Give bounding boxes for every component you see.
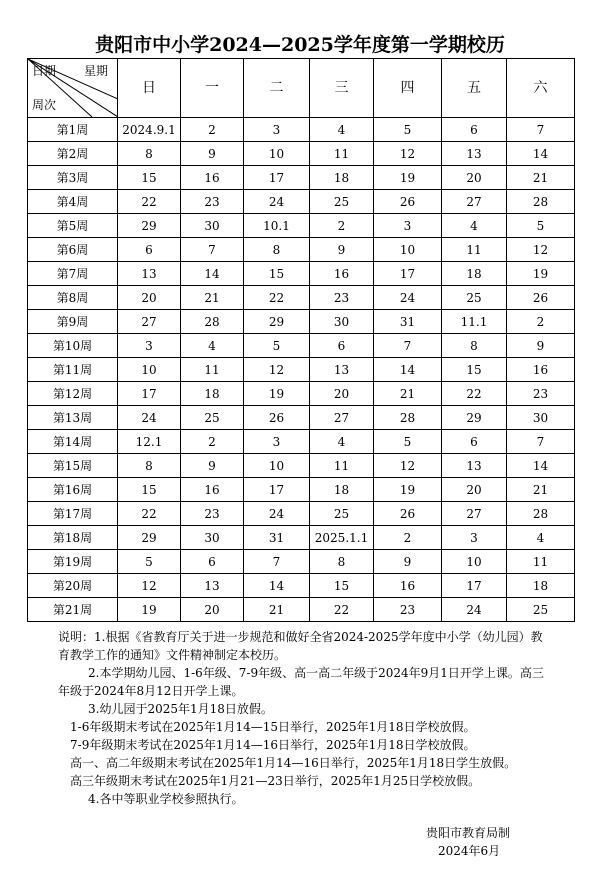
note-line: 2.本学期幼儿园、1-6年级、7-9年级、高一高二年级于2024年9月1日开学上课。高三	[88, 666, 544, 680]
date-cell: 13	[442, 454, 507, 478]
date-cell: 24	[374, 286, 442, 310]
week-label: 第5周	[28, 214, 118, 238]
date-cell: 29	[244, 310, 310, 334]
date-cell: 8	[118, 454, 181, 478]
week-row	[28, 358, 575, 382]
date-cell: 21	[244, 598, 310, 622]
date-cell: 23	[310, 286, 374, 310]
day-header: 四	[374, 59, 442, 118]
date-cell: 19	[118, 598, 181, 622]
week-label: 第2周	[28, 142, 118, 166]
date-cell: 5	[374, 430, 442, 454]
week-row	[28, 406, 575, 430]
date-cell: 30	[181, 214, 244, 238]
week-row	[28, 142, 575, 166]
date-cell: 28	[374, 406, 442, 430]
date-cell: 20	[310, 382, 374, 406]
date-cell: 23	[374, 598, 442, 622]
date-cell: 17	[374, 262, 442, 286]
day-header: 日	[118, 59, 181, 118]
date-cell: 4	[442, 214, 507, 238]
date-cell: 4	[310, 118, 374, 142]
date-cell: 3	[118, 334, 181, 358]
date-cell: 20	[442, 478, 507, 502]
date-cell: 24	[118, 406, 181, 430]
date-cell: 29	[118, 526, 181, 550]
date-cell: 12	[244, 358, 310, 382]
date-cell: 12	[507, 238, 575, 262]
date-cell: 27	[442, 190, 507, 214]
date-cell: 10	[244, 454, 310, 478]
date-cell: 4	[310, 430, 374, 454]
date-cell: 15	[310, 574, 374, 598]
date-cell: 12.1	[118, 430, 181, 454]
week-label: 第6周	[28, 238, 118, 262]
date-cell: 25	[442, 286, 507, 310]
week-row	[28, 502, 575, 526]
date-cell: 21	[507, 478, 575, 502]
date-cell: 16	[181, 478, 244, 502]
date-cell: 25	[181, 406, 244, 430]
date-cell: 6	[442, 118, 507, 142]
date-cell: 28	[181, 310, 244, 334]
week-label: 第3周	[28, 166, 118, 190]
date-cell: 23	[181, 502, 244, 526]
date-cell: 16	[181, 166, 244, 190]
date-cell: 21	[181, 286, 244, 310]
date-cell: 12	[374, 142, 442, 166]
week-row	[28, 238, 575, 262]
date-cell: 13	[181, 574, 244, 598]
day-header: 五	[442, 59, 507, 118]
date-cell: 10	[442, 550, 507, 574]
date-cell: 2	[181, 430, 244, 454]
date-cell: 21	[374, 382, 442, 406]
date-cell: 5	[507, 214, 575, 238]
date-cell: 8	[442, 334, 507, 358]
week-label: 第17周	[28, 502, 118, 526]
corner-weekday-label: 星期	[84, 64, 109, 78]
date-cell: 19	[374, 478, 442, 502]
note-line: 说明：1.根据《省教育厅关于进一步规范和做好全省2024-2025学年度中小学（幼儿园）教	[58, 630, 543, 644]
date-cell: 8	[118, 142, 181, 166]
week-row	[28, 262, 575, 286]
date-cell: 26	[244, 406, 310, 430]
note-line: 1-6年级期末考试在2025年1月14—15日举行，2025年1月18日学校放假。	[70, 720, 476, 734]
week-label: 第7周	[28, 262, 118, 286]
week-label: 第11周	[28, 358, 118, 382]
date-cell: 29	[118, 214, 181, 238]
header-row	[28, 59, 575, 118]
date-cell: 5	[374, 118, 442, 142]
week-label: 第21周	[28, 598, 118, 622]
date-cell: 23	[507, 382, 575, 406]
signature-date: 2024年6月	[438, 844, 501, 858]
date-cell: 7	[244, 550, 310, 574]
date-cell: 11.1	[442, 310, 507, 334]
date-cell: 14	[507, 454, 575, 478]
signature-block	[426, 824, 510, 860]
date-cell: 23	[181, 190, 244, 214]
date-cell: 21	[507, 166, 575, 190]
date-cell: 31	[244, 526, 310, 550]
date-cell: 25	[507, 598, 575, 622]
week-label: 第18周	[28, 526, 118, 550]
date-cell: 28	[507, 502, 575, 526]
week-row	[28, 190, 575, 214]
date-cell: 17	[244, 166, 310, 190]
week-label: 第4周	[28, 190, 118, 214]
date-cell: 15	[118, 166, 181, 190]
date-cell: 7	[507, 118, 575, 142]
date-cell: 17	[118, 382, 181, 406]
week-label: 第20周	[28, 574, 118, 598]
notes-section	[60, 628, 580, 808]
note-line: 高一、高二年级期末考试在2025年1月14—16日举行，2025年1月18日学生放假。	[70, 756, 517, 770]
week-label: 第16周	[28, 478, 118, 502]
date-cell: 9	[310, 238, 374, 262]
week-row	[28, 382, 575, 406]
date-cell: 26	[374, 502, 442, 526]
date-cell: 9	[181, 142, 244, 166]
day-header: 二	[244, 59, 310, 118]
corner-date-label: 日期	[32, 64, 57, 78]
date-cell: 15	[442, 358, 507, 382]
date-cell: 10	[374, 238, 442, 262]
date-cell: 18	[507, 574, 575, 598]
note-line: 育教学工作的通知》文件精神制定本校历。	[58, 648, 287, 662]
date-cell: 22	[442, 382, 507, 406]
date-cell: 3	[374, 214, 442, 238]
signature-org: 贵阳市教育局制	[426, 826, 511, 840]
date-cell: 15	[118, 478, 181, 502]
week-row	[28, 286, 575, 310]
date-cell: 2025.1.1	[310, 526, 374, 550]
date-cell: 4	[181, 334, 244, 358]
corner-week-label: 周次	[32, 98, 57, 112]
week-row	[28, 526, 575, 550]
date-cell: 18	[442, 262, 507, 286]
date-cell: 24	[442, 598, 507, 622]
week-row	[28, 598, 575, 622]
date-cell: 3	[244, 118, 310, 142]
date-cell: 9	[507, 334, 575, 358]
week-label: 第9周	[28, 310, 118, 334]
date-cell: 19	[244, 382, 310, 406]
date-cell: 25	[310, 502, 374, 526]
date-cell: 18	[310, 478, 374, 502]
day-header: 一	[181, 59, 244, 118]
date-cell: 17	[442, 574, 507, 598]
week-label: 第8周	[28, 286, 118, 310]
date-cell: 17	[244, 478, 310, 502]
date-cell: 13	[118, 262, 181, 286]
school-calendar-table	[27, 58, 575, 622]
date-cell: 11	[310, 454, 374, 478]
corner-cell	[28, 59, 118, 118]
week-label: 第1周	[28, 118, 118, 142]
date-cell: 13	[442, 142, 507, 166]
date-cell: 25	[310, 190, 374, 214]
date-cell: 27	[442, 502, 507, 526]
week-label: 第14周	[28, 430, 118, 454]
date-cell: 2	[507, 310, 575, 334]
date-cell: 8	[310, 550, 374, 574]
week-row	[28, 310, 575, 334]
date-cell: 7	[181, 238, 244, 262]
page-title: 贵阳市中小学2024—2025学年度第一学期校历	[95, 34, 505, 56]
date-cell: 19	[374, 166, 442, 190]
date-cell: 9	[374, 550, 442, 574]
date-cell: 5	[244, 334, 310, 358]
date-cell: 20	[118, 286, 181, 310]
date-cell: 14	[507, 142, 575, 166]
date-cell: 11	[442, 238, 507, 262]
date-cell: 6	[118, 238, 181, 262]
date-cell: 22	[244, 286, 310, 310]
date-cell: 8	[244, 238, 310, 262]
date-cell: 11	[310, 142, 374, 166]
date-cell: 12	[374, 454, 442, 478]
day-header: 六	[507, 59, 575, 118]
date-cell: 24	[244, 190, 310, 214]
date-cell: 5	[118, 550, 181, 574]
date-cell: 26	[374, 190, 442, 214]
date-cell: 28	[507, 190, 575, 214]
date-cell: 30	[181, 526, 244, 550]
date-cell: 14	[374, 358, 442, 382]
date-cell: 13	[310, 358, 374, 382]
date-cell: 16	[507, 358, 575, 382]
week-label: 第10周	[28, 334, 118, 358]
note-line: 年级于2024年8月12日开学上课。	[58, 684, 244, 698]
week-label: 第19周	[28, 550, 118, 574]
date-cell: 14	[244, 574, 310, 598]
note-line: 高三年级期末考试在2025年1月21—23日举行，2025年1月25日学校放假。	[70, 774, 481, 788]
week-label: 第12周	[28, 382, 118, 406]
date-cell: 6	[181, 550, 244, 574]
week-label: 第15周	[28, 454, 118, 478]
date-cell: 2024.9.1	[118, 118, 181, 142]
week-row	[28, 478, 575, 502]
date-cell: 24	[244, 502, 310, 526]
date-cell: 27	[310, 406, 374, 430]
week-label: 第13周	[28, 406, 118, 430]
date-cell: 2	[181, 118, 244, 142]
date-cell: 22	[118, 502, 181, 526]
date-cell: 18	[181, 382, 244, 406]
week-row	[28, 454, 575, 478]
week-row	[28, 550, 575, 574]
date-cell: 19	[507, 262, 575, 286]
date-cell: 9	[181, 454, 244, 478]
date-cell: 10.1	[244, 214, 310, 238]
date-cell: 7	[507, 430, 575, 454]
date-cell: 30	[507, 406, 575, 430]
date-cell: 6	[310, 334, 374, 358]
date-cell: 18	[310, 166, 374, 190]
date-cell: 16	[310, 262, 374, 286]
week-row	[28, 214, 575, 238]
week-row	[28, 118, 575, 142]
date-cell: 29	[442, 406, 507, 430]
date-cell: 14	[181, 262, 244, 286]
note-line: 7-9年级期末考试在2025年1月14—16日举行，2025年1月18日学校放假。	[70, 738, 476, 752]
date-cell: 22	[310, 598, 374, 622]
date-cell: 26	[507, 286, 575, 310]
week-row	[28, 430, 575, 454]
date-cell: 16	[374, 574, 442, 598]
date-cell: 3	[442, 526, 507, 550]
date-cell: 10	[244, 142, 310, 166]
date-cell: 10	[118, 358, 181, 382]
date-cell: 11	[181, 358, 244, 382]
week-row	[28, 166, 575, 190]
date-cell: 2	[374, 526, 442, 550]
date-cell: 7	[374, 334, 442, 358]
date-cell: 27	[118, 310, 181, 334]
note-line: 4.各中等职业学校参照执行。	[88, 792, 244, 806]
day-header: 三	[310, 59, 374, 118]
date-cell: 15	[244, 262, 310, 286]
date-cell: 22	[118, 190, 181, 214]
note-line: 3.幼儿园于2025年1月18日放假。	[88, 702, 273, 716]
date-cell: 3	[244, 430, 310, 454]
date-cell: 12	[118, 574, 181, 598]
date-cell: 30	[310, 310, 374, 334]
date-cell: 20	[181, 598, 244, 622]
calendar-body	[28, 118, 575, 622]
week-row	[28, 574, 575, 598]
date-cell: 20	[442, 166, 507, 190]
date-cell: 4	[507, 526, 575, 550]
date-cell: 2	[310, 214, 374, 238]
date-cell: 31	[374, 310, 442, 334]
date-cell: 11	[507, 550, 575, 574]
week-row	[28, 334, 575, 358]
date-cell: 6	[442, 430, 507, 454]
